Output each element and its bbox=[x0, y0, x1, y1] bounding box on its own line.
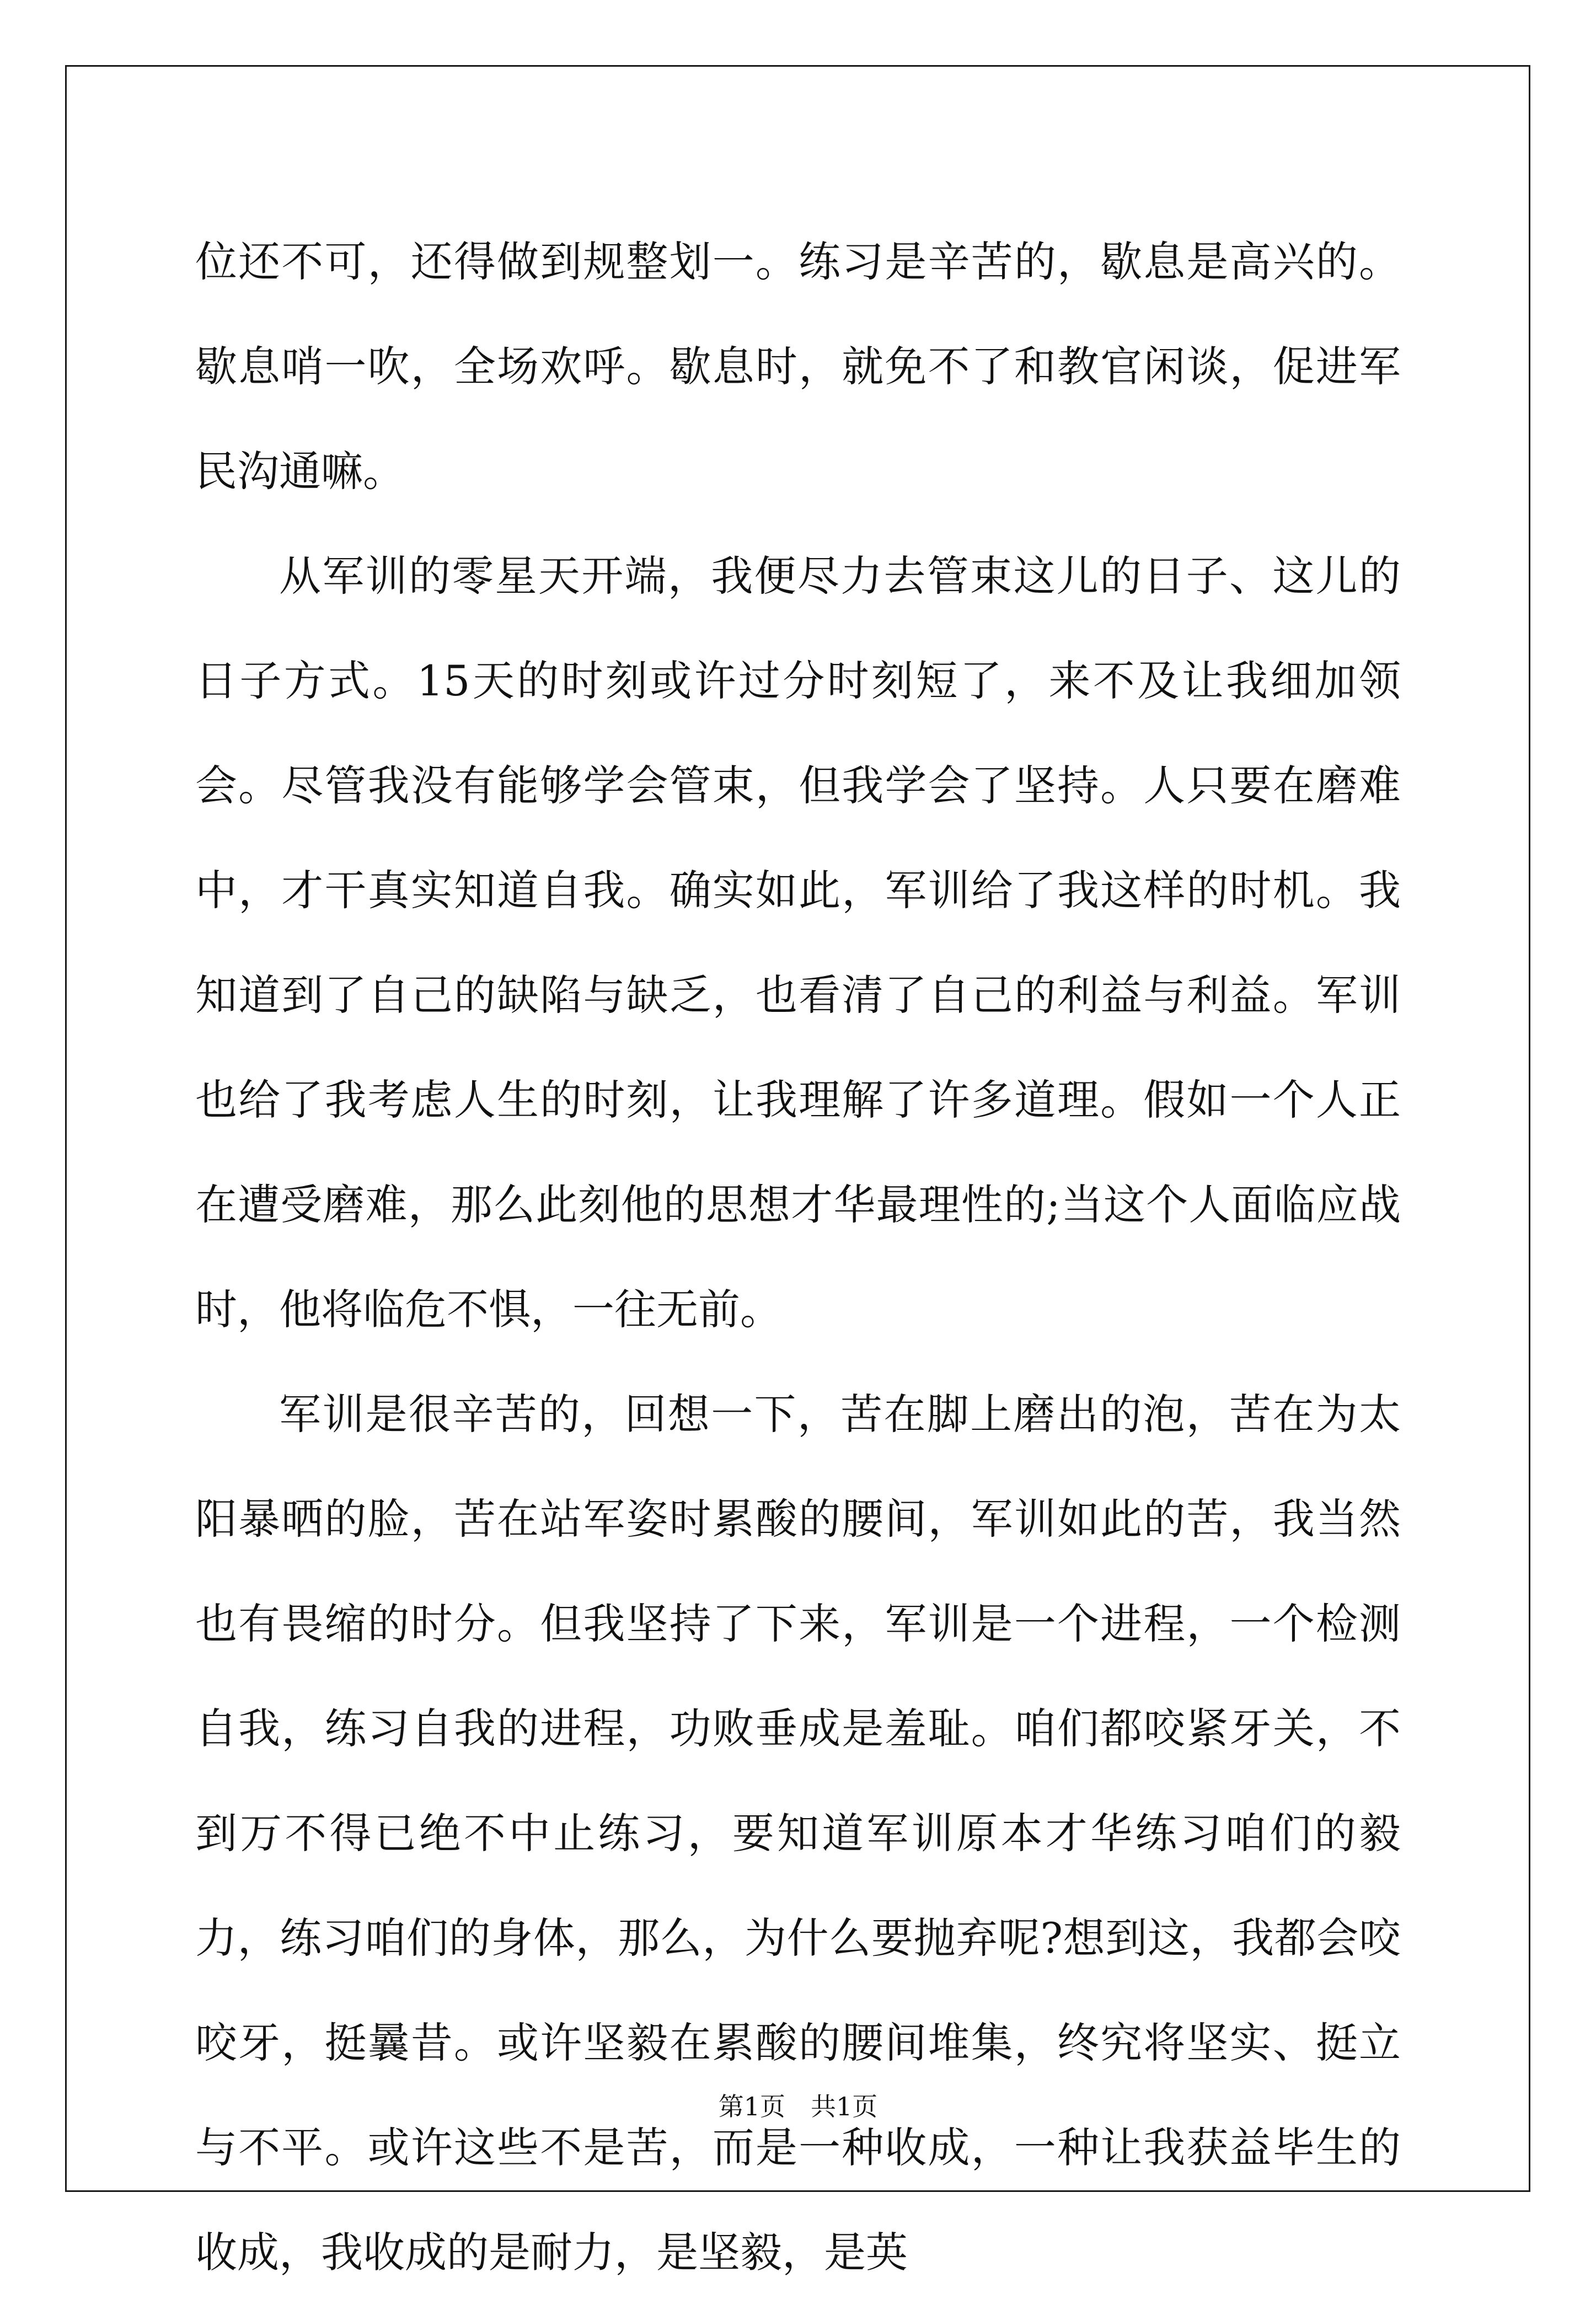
document-body bbox=[195, 210, 1401, 2305]
page-number-footer: 第1页 共1页 bbox=[718, 2092, 878, 2121]
paragraph-3: 军训是很辛苦的，回想一下，苦在脚上磨出的泡，苦在为太阳暴晒的脸，苦在站军姿时累酸的腰间，军训如此的苦，我当然也有畏缩的时分。但我坚持了下来，军训是一个进程，一个检测自我，练习自我的进程，功败垂成是羞耻。咱们都咬紧牙关，不到万不得已绝不中止练习，要知道军训原本才华练习咱们的毅力，练习咱们的身体，那么，为什么要抛弃呢?想到这，我都会咬咬牙，挺曩昔。或许坚毅在累酸的腰间堆集，终究将坚实、挺立与不平。或许这些不是苦，而是一种收成，一种让我获益毕生的收成，我收成的是耐力，是坚毅，是英 bbox=[195, 1390, 1401, 2277]
paragraph-1: 位还不可，还得做到规整划一。练习是辛苦的，歇息是高兴的。歇息哨一吹，全场欢呼。歇息时，就免不了和教官闲谈，促进军民沟通嘛。 bbox=[195, 237, 1401, 496]
paragraph-2: 从军训的零星天开端，我便尽力去管束这儿的日子、这儿的日子方式。15天的时刻或许过分时刻短了，来不及让我细加领会。尽管我没有能够学会管束，但我学会了坚持。人只要在磨难中，才干真实知道自我。确实如此，军训给了我这样的时机。我知道到了自己的缺陷与缺乏，也看清了自己的利益与利益。军训也给了我考虑人生的时刻，让我理解了许多道理。假如一个人正在遭受磨难，那么此刻他的思想才华最理性的;当这个人面临应战时，他将临危不惧，一往无前。 bbox=[195, 551, 1401, 1334]
